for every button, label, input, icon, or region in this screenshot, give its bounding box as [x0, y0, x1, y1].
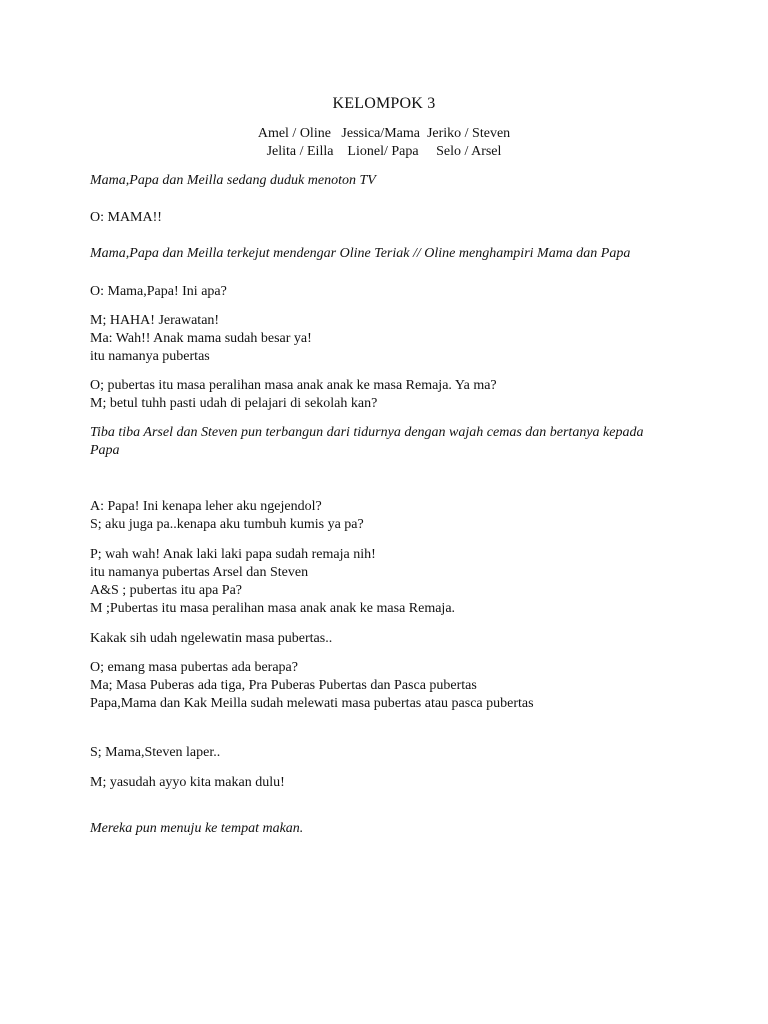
narration-line: Mama,Papa dan Meilla sedang duduk menoton TV [90, 173, 376, 188]
dialogue-line: M; HAHA! Jerawatan! [90, 313, 220, 328]
dialogue-line: itu namanya pubertas [90, 349, 210, 364]
narration-block [90, 820, 690, 838]
dialogue-line: Ma: Wah!! Anak mama sudah besar ya! [90, 331, 312, 346]
narration-block [90, 245, 690, 263]
dialogue-line: A&S ; pubertas itu apa Pa? [90, 583, 243, 598]
dialogue-block [90, 744, 690, 762]
dialogue-line: Papa,Mama dan Kak Meilla sudah melewati masa pubertas atau pasca pubertas [90, 696, 534, 711]
dialogue-line: M; betul tuhh pasti udah di pelajari di sekolah kan? [90, 396, 378, 411]
dialogue-line: S; aku juga pa..kenapa aku tumbuh kumis ya pa? [90, 517, 364, 532]
narration-line: Papa [90, 443, 120, 458]
narration-block [90, 172, 690, 190]
dialogue-block [90, 377, 690, 413]
dialogue-line: O: MAMA!! [90, 210, 162, 225]
dialogue-line: M ;Pubertas itu masa peralihan masa anak anak ke masa Remaja. [90, 601, 456, 616]
dialogue-block [90, 498, 690, 534]
narration-line: Mereka pun menuju ke tempat makan. [90, 821, 304, 836]
dialogue-line: M; yasudah ayyo kita makan dulu! [90, 775, 285, 790]
page-title: KELOMPOK 3 [332, 95, 436, 112]
dialogue-line: Kakak sih udah ngelewatin masa pubertas.. [90, 631, 333, 646]
dialogue-block [90, 209, 690, 227]
dialogue-line: O; pubertas itu masa peralihan masa anak anak ke masa Remaja. Ya ma? [90, 378, 497, 393]
dialogue-block [90, 659, 690, 713]
cast-line: Jelita / Eilla Lionel/ Papa Selo / Arsel [266, 144, 502, 159]
narration-line: Tiba tiba Arsel dan Steven pun terbangun dari tidurnya dengan wajah cemas dan bertanya kepada [90, 425, 644, 440]
cast-line: Amel / Oline Jessica/Mama Jeriko / Steven [257, 126, 511, 141]
narration-line: Mama,Papa dan Meilla terkejut mendengar Oline Teriak // Oline menghampiri Mama dan Papa [90, 246, 631, 261]
dialogue-block [90, 630, 690, 648]
dialogue-line: Ma; Masa Puberas ada tiga, Pra Puberas Pubertas dan Pasca pubertas [90, 678, 477, 693]
dialogue-block [90, 774, 690, 792]
dialogue-line: itu namanya pubertas Arsel dan Steven [90, 565, 309, 580]
dialogue-line: A: Papa! Ini kenapa leher aku ngejendol? [90, 499, 322, 514]
dialogue-block [90, 283, 690, 301]
dialogue-block [90, 312, 690, 366]
narration-block [90, 424, 690, 460]
dialogue-block [90, 546, 690, 618]
dialogue-line: O: Mama,Papa! Ini apa? [90, 284, 227, 299]
dialogue-line: S; Mama,Steven laper.. [90, 745, 221, 760]
dialogue-line: O; emang masa pubertas ada berapa? [90, 660, 298, 675]
dialogue-line: P; wah wah! Anak laki laki papa sudah remaja nih! [90, 547, 376, 562]
cast-list [0, 125, 768, 161]
